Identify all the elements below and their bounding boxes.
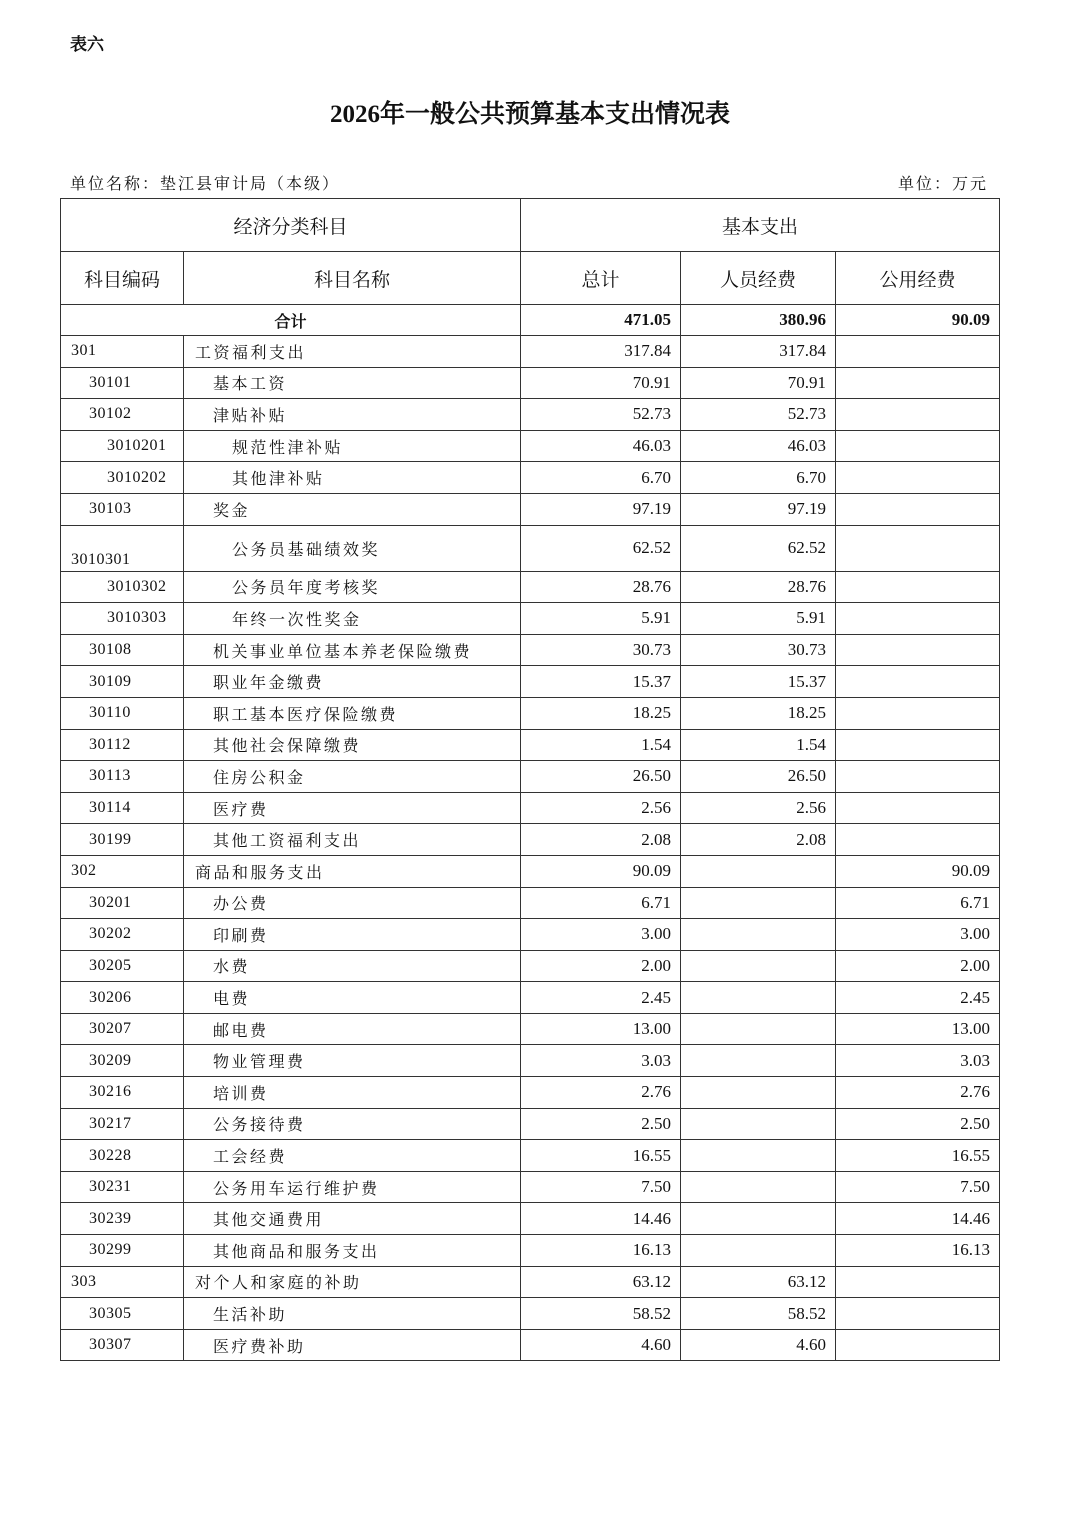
- table-row: [61, 792, 1000, 824]
- table-row: [61, 824, 1000, 856]
- row-name: 物业管理费: [184, 1045, 521, 1077]
- table-row: [61, 634, 1000, 666]
- budget-table: [60, 198, 1000, 1361]
- row-total: 2.56: [521, 792, 681, 824]
- row-code: 30228: [61, 1140, 184, 1172]
- row-code: 3010303: [61, 603, 184, 635]
- table-row: [61, 697, 1000, 729]
- row-code: 30103: [61, 493, 184, 525]
- row-personnel: 52.73: [681, 399, 836, 431]
- row-personnel: [681, 1203, 836, 1235]
- row-personnel: [681, 1077, 836, 1109]
- row-personnel: [681, 919, 836, 951]
- row-personnel: 6.70: [681, 462, 836, 494]
- row-total: 4.60: [521, 1329, 681, 1361]
- row-public: 2.00: [836, 950, 1000, 982]
- table-row: [61, 761, 1000, 793]
- row-total: 5.91: [521, 603, 681, 635]
- row-code: 30109: [61, 666, 184, 698]
- row-public: [836, 666, 1000, 698]
- table-row: [61, 1013, 1000, 1045]
- row-code: 30201: [61, 887, 184, 919]
- row-code: 303: [61, 1266, 184, 1298]
- table-row: [61, 525, 1000, 571]
- row-code: 30307: [61, 1329, 184, 1361]
- row-name: 对个人和家庭的补助: [184, 1266, 521, 1298]
- row-personnel: 30.73: [681, 634, 836, 666]
- row-public: 2.76: [836, 1077, 1000, 1109]
- row-name: 商品和服务支出: [184, 855, 521, 887]
- row-personnel: [681, 1171, 836, 1203]
- row-code: 30231: [61, 1171, 184, 1203]
- row-total: 62.52: [521, 525, 681, 571]
- row-total: 1.54: [521, 729, 681, 761]
- table-row: [61, 336, 1000, 368]
- header-total: 总计: [521, 252, 681, 305]
- table-row: [61, 729, 1000, 761]
- row-public: [836, 697, 1000, 729]
- row-name: 其他商品和服务支出: [184, 1235, 521, 1267]
- row-name: 职工基本医疗保险缴费: [184, 697, 521, 729]
- row-total: 58.52: [521, 1298, 681, 1330]
- row-personnel: [681, 982, 836, 1014]
- table-row: [61, 430, 1000, 462]
- row-total: 2.00: [521, 950, 681, 982]
- row-total: 46.03: [521, 430, 681, 462]
- row-public: [836, 603, 1000, 635]
- row-name: 公务接待费: [184, 1108, 521, 1140]
- header-public: 公用经费: [836, 252, 1000, 305]
- row-name: 医疗费补助: [184, 1329, 521, 1361]
- row-total: 2.76: [521, 1077, 681, 1109]
- header-economic-classification: 经济分类科目: [61, 199, 521, 252]
- table-row: [61, 367, 1000, 399]
- row-public: [836, 792, 1000, 824]
- row-name: 邮电费: [184, 1013, 521, 1045]
- row-public: [836, 761, 1000, 793]
- header-basic-expenditure: 基本支出: [521, 199, 1000, 252]
- row-personnel: 2.56: [681, 792, 836, 824]
- row-code: 3010302: [61, 571, 184, 603]
- header-personnel: 人员经费: [681, 252, 836, 305]
- table-number: 表六: [70, 35, 104, 55]
- row-public: 6.71: [836, 887, 1000, 919]
- table-row: [61, 603, 1000, 635]
- row-name: 公务用车运行维护费: [184, 1171, 521, 1203]
- table-row: [61, 1203, 1000, 1235]
- total-label: 合计: [61, 305, 521, 336]
- document-title: 2026年一般公共预算基本支出情况表: [329, 101, 730, 128]
- row-name: 工资福利支出: [184, 336, 521, 368]
- table-row: [61, 950, 1000, 982]
- row-code: 30299: [61, 1235, 184, 1267]
- row-public: [836, 462, 1000, 494]
- row-code: 302: [61, 855, 184, 887]
- row-public: [836, 1298, 1000, 1330]
- row-personnel: 97.19: [681, 493, 836, 525]
- row-name: 生活补助: [184, 1298, 521, 1330]
- row-code: 30108: [61, 634, 184, 666]
- row-name: 规范性津补贴: [184, 430, 521, 462]
- row-public: 14.46: [836, 1203, 1000, 1235]
- row-code: 30101: [61, 367, 184, 399]
- total-row: [61, 305, 1000, 336]
- row-code: 3010202: [61, 462, 184, 494]
- row-personnel: 18.25: [681, 697, 836, 729]
- row-personnel: 46.03: [681, 430, 836, 462]
- row-public: 7.50: [836, 1171, 1000, 1203]
- row-total: 2.50: [521, 1108, 681, 1140]
- header-name: 科目名称: [184, 252, 521, 305]
- row-total: 28.76: [521, 571, 681, 603]
- row-total: 63.12: [521, 1266, 681, 1298]
- row-name: 工会经费: [184, 1140, 521, 1172]
- row-personnel: [681, 1108, 836, 1140]
- row-public: 2.45: [836, 982, 1000, 1014]
- row-code: 30205: [61, 950, 184, 982]
- row-personnel: [681, 1045, 836, 1077]
- row-personnel: 62.52: [681, 525, 836, 571]
- row-public: [836, 525, 1000, 571]
- row-name: 职业年金缴费: [184, 666, 521, 698]
- row-name: 印刷费: [184, 919, 521, 951]
- row-name: 其他工资福利支出: [184, 824, 521, 856]
- row-total: 6.71: [521, 887, 681, 919]
- row-public: 16.55: [836, 1140, 1000, 1172]
- row-name: 公务员基础绩效奖: [184, 525, 521, 571]
- table-row: [61, 399, 1000, 431]
- table-row: [61, 1171, 1000, 1203]
- row-name: 奖金: [184, 493, 521, 525]
- row-personnel: [681, 887, 836, 919]
- row-public: [836, 1266, 1000, 1298]
- row-name: 其他社会保障缴费: [184, 729, 521, 761]
- row-personnel: [681, 1235, 836, 1267]
- row-total: 16.55: [521, 1140, 681, 1172]
- row-name: 机关事业单位基本养老保险缴费: [184, 634, 521, 666]
- row-personnel: [681, 855, 836, 887]
- row-personnel: 70.91: [681, 367, 836, 399]
- table-row: [61, 1266, 1000, 1298]
- row-public: 90.09: [836, 855, 1000, 887]
- row-code: 3010201: [61, 430, 184, 462]
- row-name: 医疗费: [184, 792, 521, 824]
- row-total: 14.46: [521, 1203, 681, 1235]
- row-personnel: 28.76: [681, 571, 836, 603]
- row-total: 15.37: [521, 666, 681, 698]
- header-code: 科目编码: [61, 252, 184, 305]
- row-name: 办公费: [184, 887, 521, 919]
- row-name: 其他交通费用: [184, 1203, 521, 1235]
- row-public: [836, 493, 1000, 525]
- row-code: 30207: [61, 1013, 184, 1045]
- row-total: 16.13: [521, 1235, 681, 1267]
- row-public: [836, 367, 1000, 399]
- row-public: [836, 729, 1000, 761]
- row-name: 公务员年度考核奖: [184, 571, 521, 603]
- row-code: 30202: [61, 919, 184, 951]
- row-public: 2.50: [836, 1108, 1000, 1140]
- row-name: 培训费: [184, 1077, 521, 1109]
- row-public: [836, 336, 1000, 368]
- row-personnel: 58.52: [681, 1298, 836, 1330]
- row-code: 30199: [61, 824, 184, 856]
- row-public: [836, 399, 1000, 431]
- table-row: [61, 919, 1000, 951]
- table-row: [61, 1235, 1000, 1267]
- row-total: 2.08: [521, 824, 681, 856]
- row-public: 16.13: [836, 1235, 1000, 1267]
- row-code: 301: [61, 336, 184, 368]
- row-public: 3.00: [836, 919, 1000, 951]
- table-row: [61, 666, 1000, 698]
- row-code: 30113: [61, 761, 184, 793]
- row-public: [836, 824, 1000, 856]
- row-name: 基本工资: [184, 367, 521, 399]
- row-name: 其他津补贴: [184, 462, 521, 494]
- table-row: [61, 1077, 1000, 1109]
- table-row: [61, 982, 1000, 1014]
- row-total: 97.19: [521, 493, 681, 525]
- row-code: 30217: [61, 1108, 184, 1140]
- row-personnel: 1.54: [681, 729, 836, 761]
- row-public: 3.03: [836, 1045, 1000, 1077]
- row-name: 年终一次性奖金: [184, 603, 521, 635]
- total-public: 90.09: [836, 305, 1000, 336]
- row-personnel: 26.50: [681, 761, 836, 793]
- row-name: 津贴补贴: [184, 399, 521, 431]
- row-code: 30102: [61, 399, 184, 431]
- row-public: [836, 1329, 1000, 1361]
- row-personnel: 5.91: [681, 603, 836, 635]
- row-public: [836, 571, 1000, 603]
- row-total: 52.73: [521, 399, 681, 431]
- row-total: 3.00: [521, 919, 681, 951]
- row-total: 13.00: [521, 1013, 681, 1045]
- row-total: 3.03: [521, 1045, 681, 1077]
- row-total: 2.45: [521, 982, 681, 1014]
- row-total: 70.91: [521, 367, 681, 399]
- row-public: 13.00: [836, 1013, 1000, 1045]
- table-row: [61, 887, 1000, 919]
- row-personnel: [681, 950, 836, 982]
- row-name: 电费: [184, 982, 521, 1014]
- table-row: [61, 1298, 1000, 1330]
- row-code: 30114: [61, 792, 184, 824]
- table-row: [61, 462, 1000, 494]
- row-total: 317.84: [521, 336, 681, 368]
- row-code: 30209: [61, 1045, 184, 1077]
- row-personnel: 317.84: [681, 336, 836, 368]
- row-total: 18.25: [521, 697, 681, 729]
- row-code: 30110: [61, 697, 184, 729]
- table-row: [61, 1140, 1000, 1172]
- row-code: 30206: [61, 982, 184, 1014]
- table-row: [61, 571, 1000, 603]
- row-code: 30239: [61, 1203, 184, 1235]
- row-code: 30216: [61, 1077, 184, 1109]
- row-total: 30.73: [521, 634, 681, 666]
- table-row: [61, 493, 1000, 525]
- table-row: [61, 1329, 1000, 1361]
- row-name: 水费: [184, 950, 521, 982]
- row-total: 7.50: [521, 1171, 681, 1203]
- row-personnel: 4.60: [681, 1329, 836, 1361]
- row-code: 3010301: [61, 525, 184, 571]
- row-total: 6.70: [521, 462, 681, 494]
- total-total: 471.05: [521, 305, 681, 336]
- currency-unit: 单位：万元: [897, 176, 988, 193]
- row-total: 26.50: [521, 761, 681, 793]
- row-code: 30112: [61, 729, 184, 761]
- table-row: [61, 855, 1000, 887]
- row-personnel: 15.37: [681, 666, 836, 698]
- row-public: [836, 430, 1000, 462]
- unit-name: 单位名称：垫江县审计局（本级）: [70, 176, 341, 193]
- row-personnel: 2.08: [681, 824, 836, 856]
- table-row: [61, 1108, 1000, 1140]
- row-total: 90.09: [521, 855, 681, 887]
- row-personnel: 63.12: [681, 1266, 836, 1298]
- row-code: 30305: [61, 1298, 184, 1330]
- row-personnel: [681, 1140, 836, 1172]
- total-personnel: 380.96: [681, 305, 836, 336]
- table-row: [61, 1045, 1000, 1077]
- row-personnel: [681, 1013, 836, 1045]
- row-name: 住房公积金: [184, 761, 521, 793]
- row-public: [836, 634, 1000, 666]
